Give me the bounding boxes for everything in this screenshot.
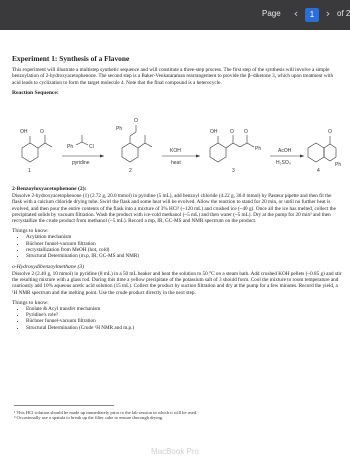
compound-2 (122, 125, 152, 162)
ph-label-2: Ph (116, 126, 123, 132)
footnote-2: ² Occasionally use a spatula to break up the filter cake to ensure thorough drying. (14, 415, 164, 421)
o-label-3b: O (244, 129, 248, 135)
footnote-1: ¹ This HCl solution should be made up immediately prior to the lab session in which it will be used. (14, 410, 198, 415)
reagent-1-ph: Ph (67, 144, 74, 150)
list-item: • Structural Determination (m.p, IR, GC-MS and NMR) (26, 253, 342, 259)
reagent-3-h2so4: H₂SO₄ (276, 160, 291, 166)
list-item: • Büchner funnel-vacuum filtration (26, 318, 342, 324)
compound-number-2: 2 (129, 168, 132, 174)
compound-4 (308, 136, 336, 162)
step2-title: 2-Benzoyloxyacetophenone (2): (12, 186, 87, 192)
footnote-divider (14, 405, 114, 406)
reaction-scheme (12, 110, 342, 180)
page-count: of 2 (337, 9, 350, 18)
list-item: • recrystallization from MeOH (hot, cold) (26, 247, 342, 253)
things-to-know-1: Things to know: (12, 228, 49, 235)
step3-title: o-Hydroxydibenzoylmethane (3) (12, 263, 85, 270)
pdf-toolbar (0, 0, 350, 30)
ph-label-4: Ph (335, 162, 342, 168)
things-list-2 (12, 306, 342, 331)
reagent-1-cl: Cl (89, 144, 94, 150)
ph-label-3: Ph (255, 146, 262, 152)
page-number-input[interactable]: 1 (305, 8, 319, 22)
chevron-left-icon[interactable]: ‹ (293, 7, 299, 20)
list-item: • Büchner funnel-vacuum filtration (26, 241, 342, 247)
list-item: • Pyridine's role? (26, 312, 342, 318)
document-title: Experiment 1: Synthesis of a Flavone (12, 54, 130, 63)
list-item: • Acylation mechanism (26, 234, 342, 240)
reagent-1-pyridine: pyridine (72, 160, 90, 166)
reagent-2-heat: heat (171, 160, 181, 166)
oh-label-3: OH (210, 129, 218, 135)
o-label-3a: O (230, 129, 234, 135)
step2-text: Dissolve 2-hydroxyacetophenone (1) (2.72 g, 20.0 mmol) in pyridine (5 mL), add benzoyl chloride (4.22 g, 30.0 mmol) by Pasteur pipette and then fit the flask with a calcium chloride drying tube. Swirl the flask and some heat will be evolved. Allow the reaction to stand for 20 min, or until no further heat is evolved, and then pour the entire contents of the flask into a mixture of 3% HCl¹ (~120 mL) and crushed ice (~40 g). Once all the ice has melted, collect the precipitated solids by vacuum filtration. Wash the product with ice-cold methanol (~5 mL) and then water (~5 mL). Dry at the pump for 20 min² and then recrystallize the crude product from methanol (~5 mL). Record a mp, IR, GC-MS and NMR spectrum on the product. (12, 193, 336, 225)
device-label: MacBook Pro (150, 447, 200, 456)
things-list-1 (12, 234, 342, 259)
compound-1 (22, 135, 52, 162)
o-label-1: O (40, 129, 44, 135)
o-label-2: O (134, 118, 138, 124)
document-content (12, 54, 342, 96)
compound-3 (210, 135, 254, 162)
chevron-right-icon[interactable]: › (325, 7, 331, 20)
o-label-4: O (328, 129, 332, 135)
reagent-3-acoh: AcOH (278, 148, 292, 154)
compound-number-4: 4 (317, 168, 320, 174)
step3-text: Dissolve 2 (2.40 g, 10 mmol) in pyridine (8 mL) in a 50 mL beaker and heat the solution to 50 °C on a steam bath. Add crushed KOH pellets (~0.85 g) and stir the resulting mixture with a glass rod. During this time a yellow precipitate of the potassium salt of 3 should form. Cool the mixture to room temperature and cautiously add 10% aqueous acetic acid solution (15 mL). Collect the product by suction filtration and dry at the pump for a few minutes. Record the yield, a ¹H NMR spectrum and the melting point. Use the crude product directly in the next step. (12, 270, 342, 296)
reagent-2-koh: KOH (170, 148, 181, 154)
page-label: Page (262, 9, 281, 18)
benzoyl-chloride (76, 135, 88, 145)
compound-number-1: 1 (28, 168, 31, 174)
footnotes (14, 410, 344, 420)
oh-label-1: OH (20, 129, 28, 135)
things-to-know-2: Things to know: (12, 299, 49, 306)
intro-paragraph: This experiment will illustrate a multistep synthetic sequence and will constitute a three-step process. The first step of the synthesis will involve a simple benzoylation of 2-hydroxyacetophenone. The second step is a Baker-Venkataraman rearrangement to provide the β–diketone 3, which upon treatment with acid leads to cyclization to form the target molecule 4. Note that the final compound is a heterocycle. (12, 67, 334, 86)
procedure-content (12, 182, 342, 331)
list-item: • Enolate & Acyl transfer mechanism (26, 306, 342, 312)
reaction-sequence-label: Reaction Sequence: (12, 89, 59, 96)
compound-number-3: 3 (232, 168, 235, 174)
list-item: • Structural Determination (Crude ¹H NMR and m.p.) (26, 325, 342, 331)
